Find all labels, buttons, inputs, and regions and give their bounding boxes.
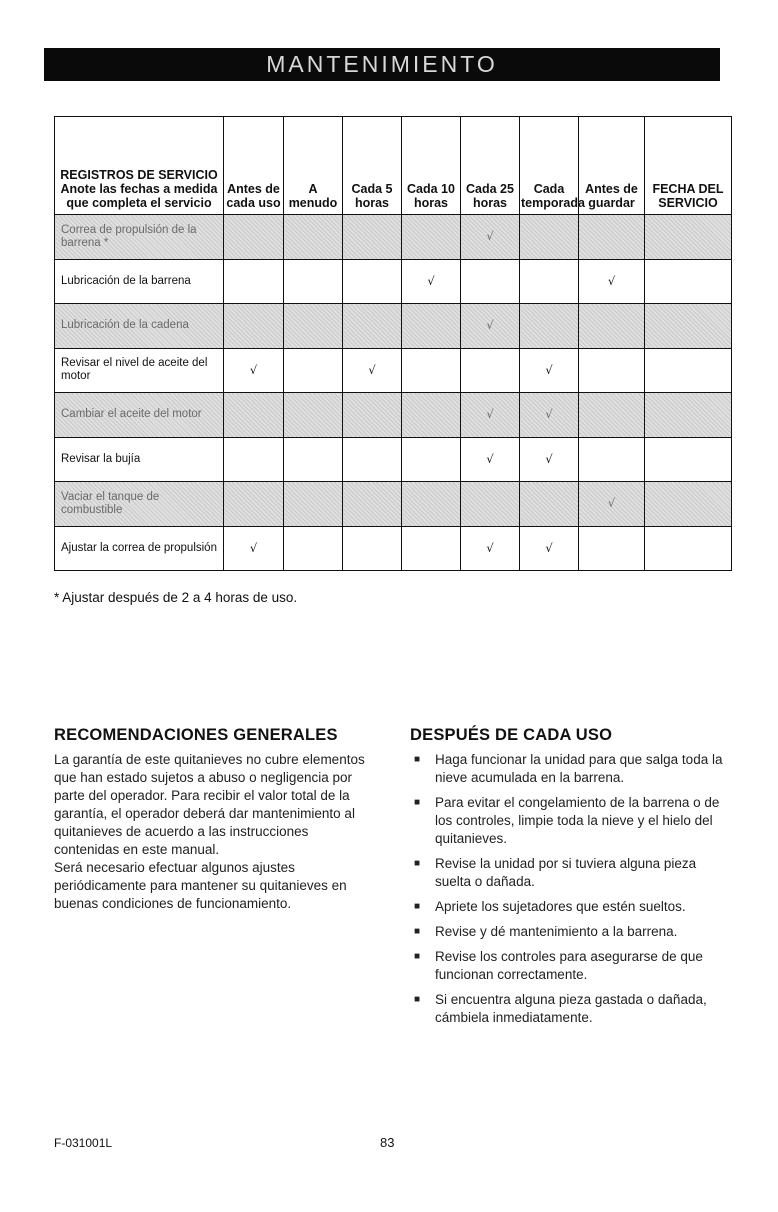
empty-cell <box>461 482 520 527</box>
header-interval: Antes de guardar <box>579 117 645 215</box>
task-label: Lubricación de la barrena <box>55 259 224 304</box>
table-row <box>55 393 732 438</box>
header-service-records: REGISTROS DE SERVICIO Anote las fechas a medida que completa el servicio <box>55 117 224 215</box>
list-item <box>410 948 735 984</box>
empty-cell <box>224 393 284 438</box>
check-mark: √ <box>402 259 461 304</box>
empty-cell <box>343 304 402 349</box>
list-item-text: Revise la unidad por si tuviera alguna pieza suelta o dañada. <box>435 856 697 889</box>
table-row <box>55 348 732 393</box>
empty-cell <box>402 304 461 349</box>
empty-cell <box>402 482 461 527</box>
list-item-text: Para evitar el congelamiento de la barrena o de los controles, limpie toda la nieve y el hielo del quitanieves. <box>435 795 720 846</box>
check-mark: √ <box>520 437 579 482</box>
empty-cell <box>343 526 402 571</box>
task-label: Revisar el nivel de aceite del motor <box>55 348 224 393</box>
empty-cell <box>579 437 645 482</box>
empty-cell <box>224 304 284 349</box>
check-mark: √ <box>461 304 520 349</box>
header-interval: Cada 10 horas <box>402 117 461 215</box>
table-row <box>55 526 732 571</box>
empty-cell <box>224 215 284 260</box>
footnote: * Ajustar después de 2 a 4 horas de uso. <box>54 590 298 605</box>
check-mark: √ <box>224 348 284 393</box>
table-row <box>55 215 732 260</box>
list-item <box>410 923 735 941</box>
empty-cell <box>402 437 461 482</box>
table-row <box>55 304 732 349</box>
empty-cell <box>645 304 732 349</box>
empty-cell <box>343 437 402 482</box>
empty-cell <box>461 348 520 393</box>
check-mark: √ <box>461 437 520 482</box>
check-mark: √ <box>520 393 579 438</box>
after-use-heading: DESPUÉS DE CADA USO <box>410 726 613 744</box>
list-item <box>410 991 735 1027</box>
empty-cell <box>645 348 732 393</box>
table-row <box>55 259 732 304</box>
check-mark: √ <box>579 482 645 527</box>
header-interval: Cada 25 horas <box>461 117 520 215</box>
bullet-icon: ■ <box>414 797 421 808</box>
empty-cell <box>461 259 520 304</box>
empty-cell <box>224 437 284 482</box>
header-interval: FECHA DEL SERVICIO <box>645 117 732 215</box>
header-interval: Cada 5 horas <box>343 117 402 215</box>
check-mark: √ <box>461 526 520 571</box>
empty-cell <box>579 215 645 260</box>
empty-cell <box>284 526 343 571</box>
empty-cell <box>402 393 461 438</box>
list-item <box>410 751 735 787</box>
empty-cell <box>645 482 732 527</box>
list-item <box>410 794 735 848</box>
bullet-icon: ■ <box>414 926 421 937</box>
empty-cell <box>579 348 645 393</box>
section-banner: MANTENIMIENTO <box>44 48 720 81</box>
empty-cell <box>284 393 343 438</box>
empty-cell <box>402 215 461 260</box>
check-mark: √ <box>520 526 579 571</box>
list-item-text: Apriete los sujetadores que estén sueltos. <box>435 899 686 914</box>
empty-cell <box>284 259 343 304</box>
empty-cell <box>224 482 284 527</box>
list-item <box>410 898 735 916</box>
empty-cell <box>284 348 343 393</box>
general-paragraph: La garantía de este quitanieves no cubre elementos que han estado sujetos a abuso o negligencia por parte del operador. Para recibir el valor total de la garantía, el operador deberá dar mantenimiento al quitanieves de acuerdo a las instrucciones contenidas en este manual. <box>54 752 365 857</box>
empty-cell <box>645 259 732 304</box>
list-item-text: Revise y dé mantenimiento a la barrena. <box>435 924 678 939</box>
after-use-list <box>410 751 735 1027</box>
list-item <box>410 855 735 891</box>
empty-cell <box>402 348 461 393</box>
document-code: F-031001L <box>54 1136 113 1150</box>
task-label: Cambiar el aceite del motor <box>55 393 224 438</box>
empty-cell <box>284 482 343 527</box>
empty-cell <box>402 526 461 571</box>
task-label: Correa de propulsión de la barrena * <box>55 215 224 260</box>
check-mark: √ <box>343 348 402 393</box>
list-item-text: Revise los controles para asegurarse de que funcionan correctamente. <box>435 949 703 982</box>
check-mark: √ <box>224 526 284 571</box>
bullet-icon: ■ <box>414 754 421 765</box>
empty-cell <box>579 304 645 349</box>
empty-cell <box>284 215 343 260</box>
empty-cell <box>224 259 284 304</box>
bullet-icon: ■ <box>414 858 421 869</box>
list-item-text: Si encuentra alguna pieza gastada o dañada, cámbiela inmediatamente. <box>435 992 707 1025</box>
task-label: Revisar la bujía <box>55 437 224 482</box>
empty-cell <box>645 437 732 482</box>
header-interval: A menudo <box>284 117 343 215</box>
header-interval: Antes de cada uso <box>224 117 284 215</box>
bullet-icon: ■ <box>414 901 421 912</box>
task-label: Vaciar el tanque de combustible <box>55 482 224 527</box>
table-header-row <box>55 117 732 215</box>
bullet-icon: ■ <box>414 994 421 1005</box>
general-heading: RECOMENDACIONES GENERALES <box>54 726 338 744</box>
empty-cell <box>579 526 645 571</box>
general-paragraph: Será necesario efectuar algunos ajustes periódicamente para mantener su quitanieves en buenas condiciones de funcionamiento. <box>54 860 347 911</box>
task-label: Ajustar la correa de propulsión <box>55 526 224 571</box>
empty-cell <box>343 482 402 527</box>
empty-cell <box>520 304 579 349</box>
header-interval: Cada temporada <box>520 117 579 215</box>
general-recommendations <box>54 726 372 913</box>
table-body <box>55 215 732 571</box>
empty-cell <box>520 259 579 304</box>
list-item-text: Haga funcionar la unidad para que salga toda la nieve acumulada en la barrena. <box>435 752 723 785</box>
table-row <box>55 437 732 482</box>
empty-cell <box>284 437 343 482</box>
empty-cell <box>520 482 579 527</box>
empty-cell <box>579 393 645 438</box>
maintenance-table <box>54 116 732 571</box>
table-row <box>55 482 732 527</box>
task-label: Lubricación de la cadena <box>55 304 224 349</box>
empty-cell <box>645 215 732 260</box>
check-mark: √ <box>461 215 520 260</box>
empty-cell <box>343 259 402 304</box>
empty-cell <box>645 393 732 438</box>
check-mark: √ <box>520 348 579 393</box>
empty-cell <box>645 526 732 571</box>
empty-cell <box>343 393 402 438</box>
page-number: 83 <box>380 1135 395 1150</box>
empty-cell <box>284 304 343 349</box>
empty-cell <box>343 215 402 260</box>
empty-cell <box>520 215 579 260</box>
bullet-icon: ■ <box>414 951 421 962</box>
check-mark: √ <box>579 259 645 304</box>
after-each-use <box>410 726 735 1034</box>
check-mark: √ <box>461 393 520 438</box>
